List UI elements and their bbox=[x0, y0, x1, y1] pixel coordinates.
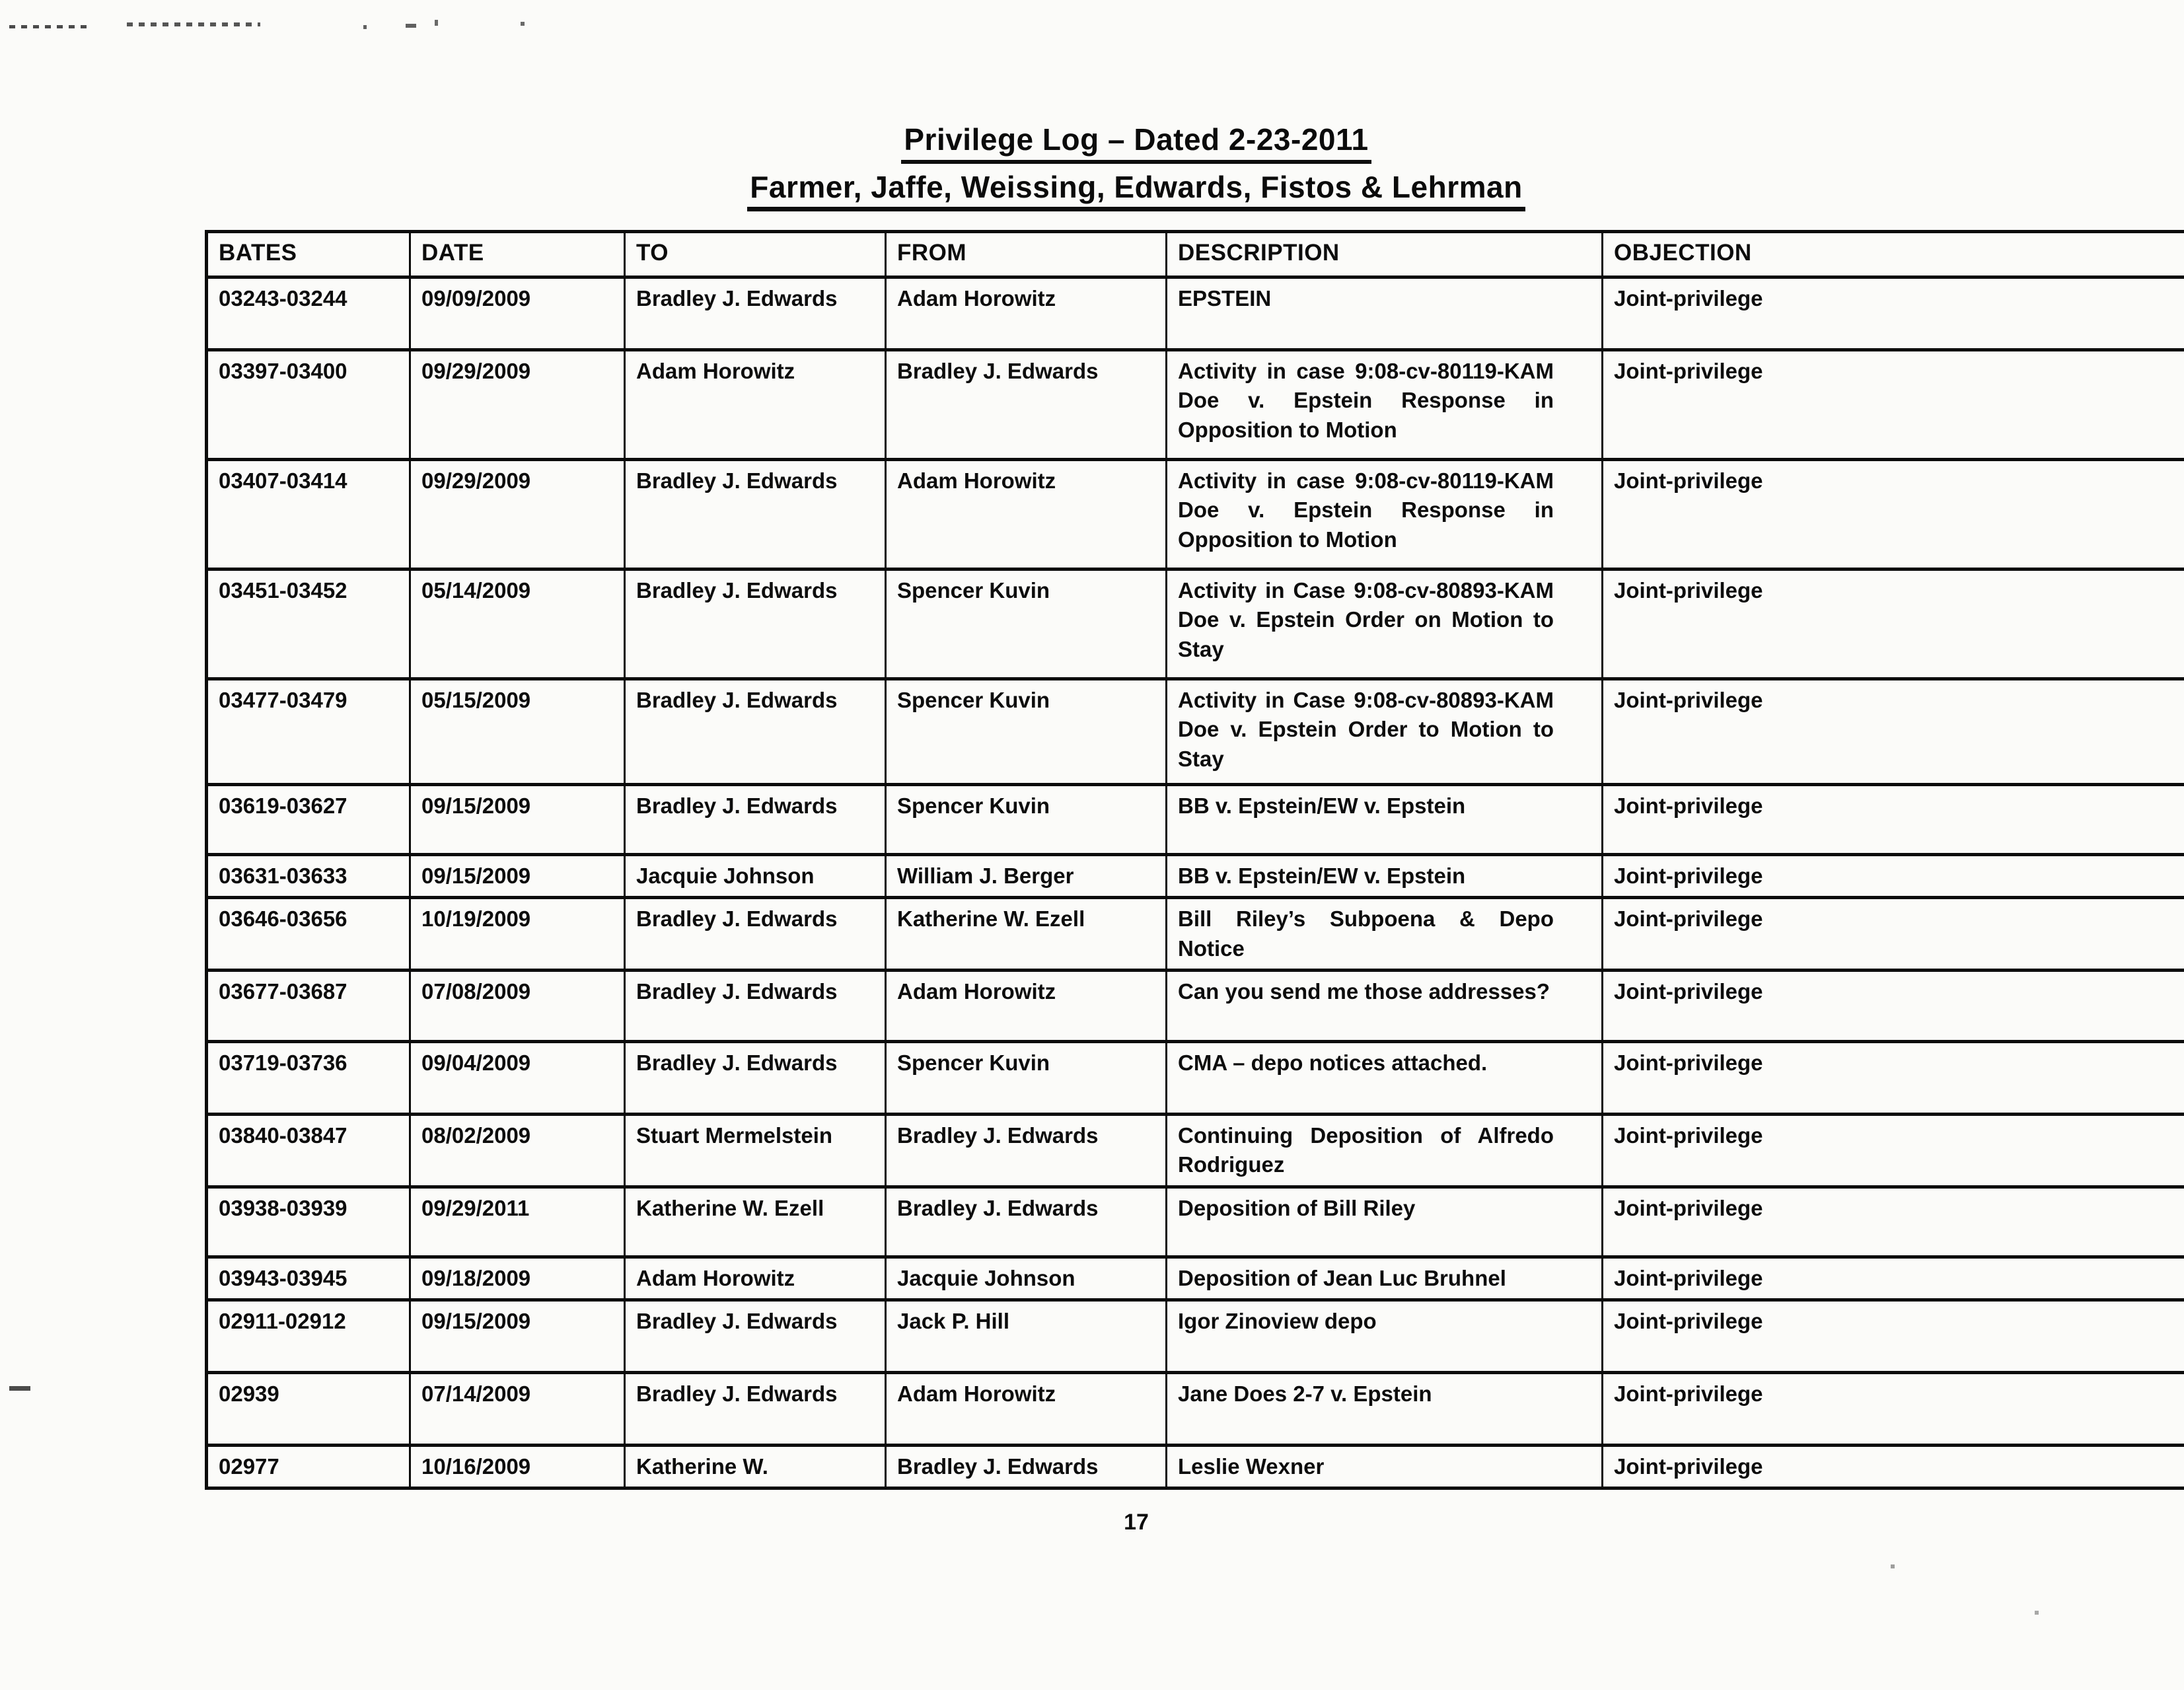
objection-cell: Joint-privilege bbox=[1603, 1114, 2184, 1187]
date-cell: 09/15/2009 bbox=[410, 1300, 625, 1373]
to-cell: Bradley J. Edwards bbox=[625, 1300, 886, 1373]
table-row bbox=[207, 1187, 2184, 1257]
description-cell: Bill Riley’s Subpoena & Depo Notice bbox=[1167, 898, 1603, 970]
bates-cell: 02977 bbox=[207, 1446, 410, 1488]
from-cell: Adam Horowitz bbox=[886, 460, 1167, 569]
objection-cell: Joint-privilege bbox=[1603, 970, 2184, 1041]
to-cell: Bradley J. Edwards bbox=[625, 1373, 886, 1446]
objection-cell: Joint-privilege bbox=[1603, 1446, 2184, 1488]
objection-cell: Joint-privilege bbox=[1603, 679, 2184, 785]
scan-artifact bbox=[1891, 1564, 1895, 1568]
date-cell: 09/18/2009 bbox=[410, 1257, 625, 1300]
date-cell: 10/16/2009 bbox=[410, 1446, 625, 1488]
date-cell: 09/29/2009 bbox=[410, 350, 625, 460]
to-cell: Bradley J. Edwards bbox=[625, 1041, 886, 1114]
from-cell: Spencer Kuvin bbox=[886, 569, 1167, 679]
description-cell: Leslie Wexner bbox=[1167, 1446, 1603, 1488]
to-cell: Stuart Mermelstein bbox=[625, 1114, 886, 1187]
description-cell: Activity in case 9:08-cv-80119-KAM Doe v. Epstein Response in Opposition to Motion bbox=[1167, 460, 1603, 569]
description-cell: Deposition of Jean Luc Bruhnel bbox=[1167, 1257, 1603, 1300]
page-number: 17 bbox=[1124, 1510, 1149, 1535]
bates-cell: 03938-03939 bbox=[207, 1187, 410, 1257]
column-header-description: DESCRIPTION bbox=[1167, 232, 1603, 277]
description-cell: BB v. Epstein/EW v. Epstein bbox=[1167, 785, 1603, 855]
date-cell: 05/15/2009 bbox=[410, 679, 625, 785]
bates-cell: 03840-03847 bbox=[207, 1114, 410, 1187]
table-row bbox=[207, 569, 2184, 679]
bates-cell: 03677-03687 bbox=[207, 970, 410, 1041]
to-cell: Katherine W. Ezell bbox=[625, 1187, 886, 1257]
column-header-bates: BATES bbox=[207, 232, 410, 277]
table-header-row bbox=[207, 232, 2184, 277]
bates-cell: 02911-02912 bbox=[207, 1300, 410, 1373]
scan-artifact bbox=[9, 1386, 30, 1391]
doc-title-line2: Farmer, Jaffe, Weissing, Edwards, Fistos & Lehrman bbox=[747, 170, 1525, 212]
to-cell: Bradley J. Edwards bbox=[625, 569, 886, 679]
date-cell: 09/15/2009 bbox=[410, 855, 625, 898]
objection-cell: Joint-privilege bbox=[1603, 785, 2184, 855]
to-cell: Bradley J. Edwards bbox=[625, 277, 886, 350]
from-cell: William J. Berger bbox=[886, 855, 1167, 898]
from-cell: Bradley J. Edwards bbox=[886, 1114, 1167, 1187]
privilege-log-table bbox=[205, 230, 2184, 1490]
from-cell: Katherine W. Ezell bbox=[886, 898, 1167, 970]
description-cell: Continuing Deposition of Alfredo Rodriguez bbox=[1167, 1114, 1603, 1187]
from-cell: Bradley J. Edwards bbox=[886, 350, 1167, 460]
bates-cell: 03407-03414 bbox=[207, 460, 410, 569]
objection-cell: Joint-privilege bbox=[1603, 898, 2184, 970]
to-cell: Bradley J. Edwards bbox=[625, 898, 886, 970]
table-row bbox=[207, 898, 2184, 970]
bates-cell: 02939 bbox=[207, 1373, 410, 1446]
date-cell: 07/08/2009 bbox=[410, 970, 625, 1041]
table-row bbox=[207, 277, 2184, 350]
to-cell: Katherine W. bbox=[625, 1446, 886, 1488]
table-row bbox=[207, 1446, 2184, 1488]
doc-title-line1: Privilege Log – Dated 2-23-2011 bbox=[901, 123, 1371, 164]
page-content bbox=[205, 0, 2068, 1535]
date-cell: 09/15/2009 bbox=[410, 785, 625, 855]
date-cell: 09/09/2009 bbox=[410, 277, 625, 350]
bates-cell: 03243-03244 bbox=[207, 277, 410, 350]
from-cell: Jack P. Hill bbox=[886, 1300, 1167, 1373]
table-row bbox=[207, 350, 2184, 460]
from-cell: Adam Horowitz bbox=[886, 970, 1167, 1041]
table-row bbox=[207, 970, 2184, 1041]
scan-artifact bbox=[2035, 1611, 2039, 1615]
bates-cell: 03719-03736 bbox=[207, 1041, 410, 1114]
date-cell: 08/02/2009 bbox=[410, 1114, 625, 1187]
bates-cell: 03631-03633 bbox=[207, 855, 410, 898]
description-cell: Deposition of Bill Riley bbox=[1167, 1187, 1603, 1257]
table-row bbox=[207, 855, 2184, 898]
from-cell: Adam Horowitz bbox=[886, 277, 1167, 350]
date-cell: 09/29/2009 bbox=[410, 460, 625, 569]
objection-cell: Joint-privilege bbox=[1603, 855, 2184, 898]
table-row bbox=[207, 1114, 2184, 1187]
column-header-objection: OBJECTION bbox=[1603, 232, 2184, 277]
from-cell: Spencer Kuvin bbox=[886, 679, 1167, 785]
description-cell: BB v. Epstein/EW v. Epstein bbox=[1167, 855, 1603, 898]
date-cell: 10/19/2009 bbox=[410, 898, 625, 970]
table-row bbox=[207, 1257, 2184, 1300]
document-header bbox=[205, 123, 2068, 211]
description-cell: EPSTEIN bbox=[1167, 277, 1603, 350]
table-row bbox=[207, 785, 2184, 855]
description-cell: Can you send me those addresses? bbox=[1167, 970, 1603, 1041]
table-row bbox=[207, 679, 2184, 785]
to-cell: Bradley J. Edwards bbox=[625, 460, 886, 569]
from-cell: Bradley J. Edwards bbox=[886, 1187, 1167, 1257]
objection-cell: Joint-privilege bbox=[1603, 350, 2184, 460]
from-cell: Adam Horowitz bbox=[886, 1373, 1167, 1446]
description-cell: CMA – depo notices attached. bbox=[1167, 1041, 1603, 1114]
date-cell: 07/14/2009 bbox=[410, 1373, 625, 1446]
scan-artifact bbox=[9, 25, 92, 28]
bates-cell: 03451-03452 bbox=[207, 569, 410, 679]
description-cell: Activity in case 9:08-cv-80119-KAM Doe v. Epstein Response in Opposition to Motion bbox=[1167, 350, 1603, 460]
to-cell: Bradley J. Edwards bbox=[625, 679, 886, 785]
table-row bbox=[207, 1041, 2184, 1114]
objection-cell: Joint-privilege bbox=[1603, 1257, 2184, 1300]
from-cell: Spencer Kuvin bbox=[886, 785, 1167, 855]
column-header-date: DATE bbox=[410, 232, 625, 277]
from-cell: Jacquie Johnson bbox=[886, 1257, 1167, 1300]
date-cell: 05/14/2009 bbox=[410, 569, 625, 679]
table-row bbox=[207, 460, 2184, 569]
to-cell: Adam Horowitz bbox=[625, 350, 886, 460]
to-cell: Adam Horowitz bbox=[625, 1257, 886, 1300]
column-header-from: FROM bbox=[886, 232, 1167, 277]
description-cell: Igor Zinoview depo bbox=[1167, 1300, 1603, 1373]
description-cell: Activity in Case 9:08-cv-80893-KAM Doe v. Epstein Order on Motion to Stay bbox=[1167, 569, 1603, 679]
objection-cell: Joint-privilege bbox=[1603, 1373, 2184, 1446]
date-cell: 09/04/2009 bbox=[410, 1041, 625, 1114]
objection-cell: Joint-privilege bbox=[1603, 1041, 2184, 1114]
bates-cell: 03646-03656 bbox=[207, 898, 410, 970]
objection-cell: Joint-privilege bbox=[1603, 277, 2184, 350]
to-cell: Bradley J. Edwards bbox=[625, 785, 886, 855]
bates-cell: 03619-03627 bbox=[207, 785, 410, 855]
objection-cell: Joint-privilege bbox=[1603, 460, 2184, 569]
to-cell: Bradley J. Edwards bbox=[625, 970, 886, 1041]
objection-cell: Joint-privilege bbox=[1603, 569, 2184, 679]
objection-cell: Joint-privilege bbox=[1603, 1300, 2184, 1373]
table-row bbox=[207, 1300, 2184, 1373]
description-cell: Activity in Case 9:08-cv-80893-KAM Doe v. Epstein Order to Motion to Stay bbox=[1167, 679, 1603, 785]
bates-cell: 03943-03945 bbox=[207, 1257, 410, 1300]
to-cell: Jacquie Johnson bbox=[625, 855, 886, 898]
table-row bbox=[207, 1373, 2184, 1446]
from-cell: Spencer Kuvin bbox=[886, 1041, 1167, 1114]
column-header-to: TO bbox=[625, 232, 886, 277]
objection-cell: Joint-privilege bbox=[1603, 1187, 2184, 1257]
bates-cell: 03397-03400 bbox=[207, 350, 410, 460]
date-cell: 09/29/2011 bbox=[410, 1187, 625, 1257]
table-body bbox=[207, 277, 2184, 1488]
from-cell: Bradley J. Edwards bbox=[886, 1446, 1167, 1488]
description-cell: Jane Does 2-7 v. Epstein bbox=[1167, 1373, 1603, 1446]
bates-cell: 03477-03479 bbox=[207, 679, 410, 785]
